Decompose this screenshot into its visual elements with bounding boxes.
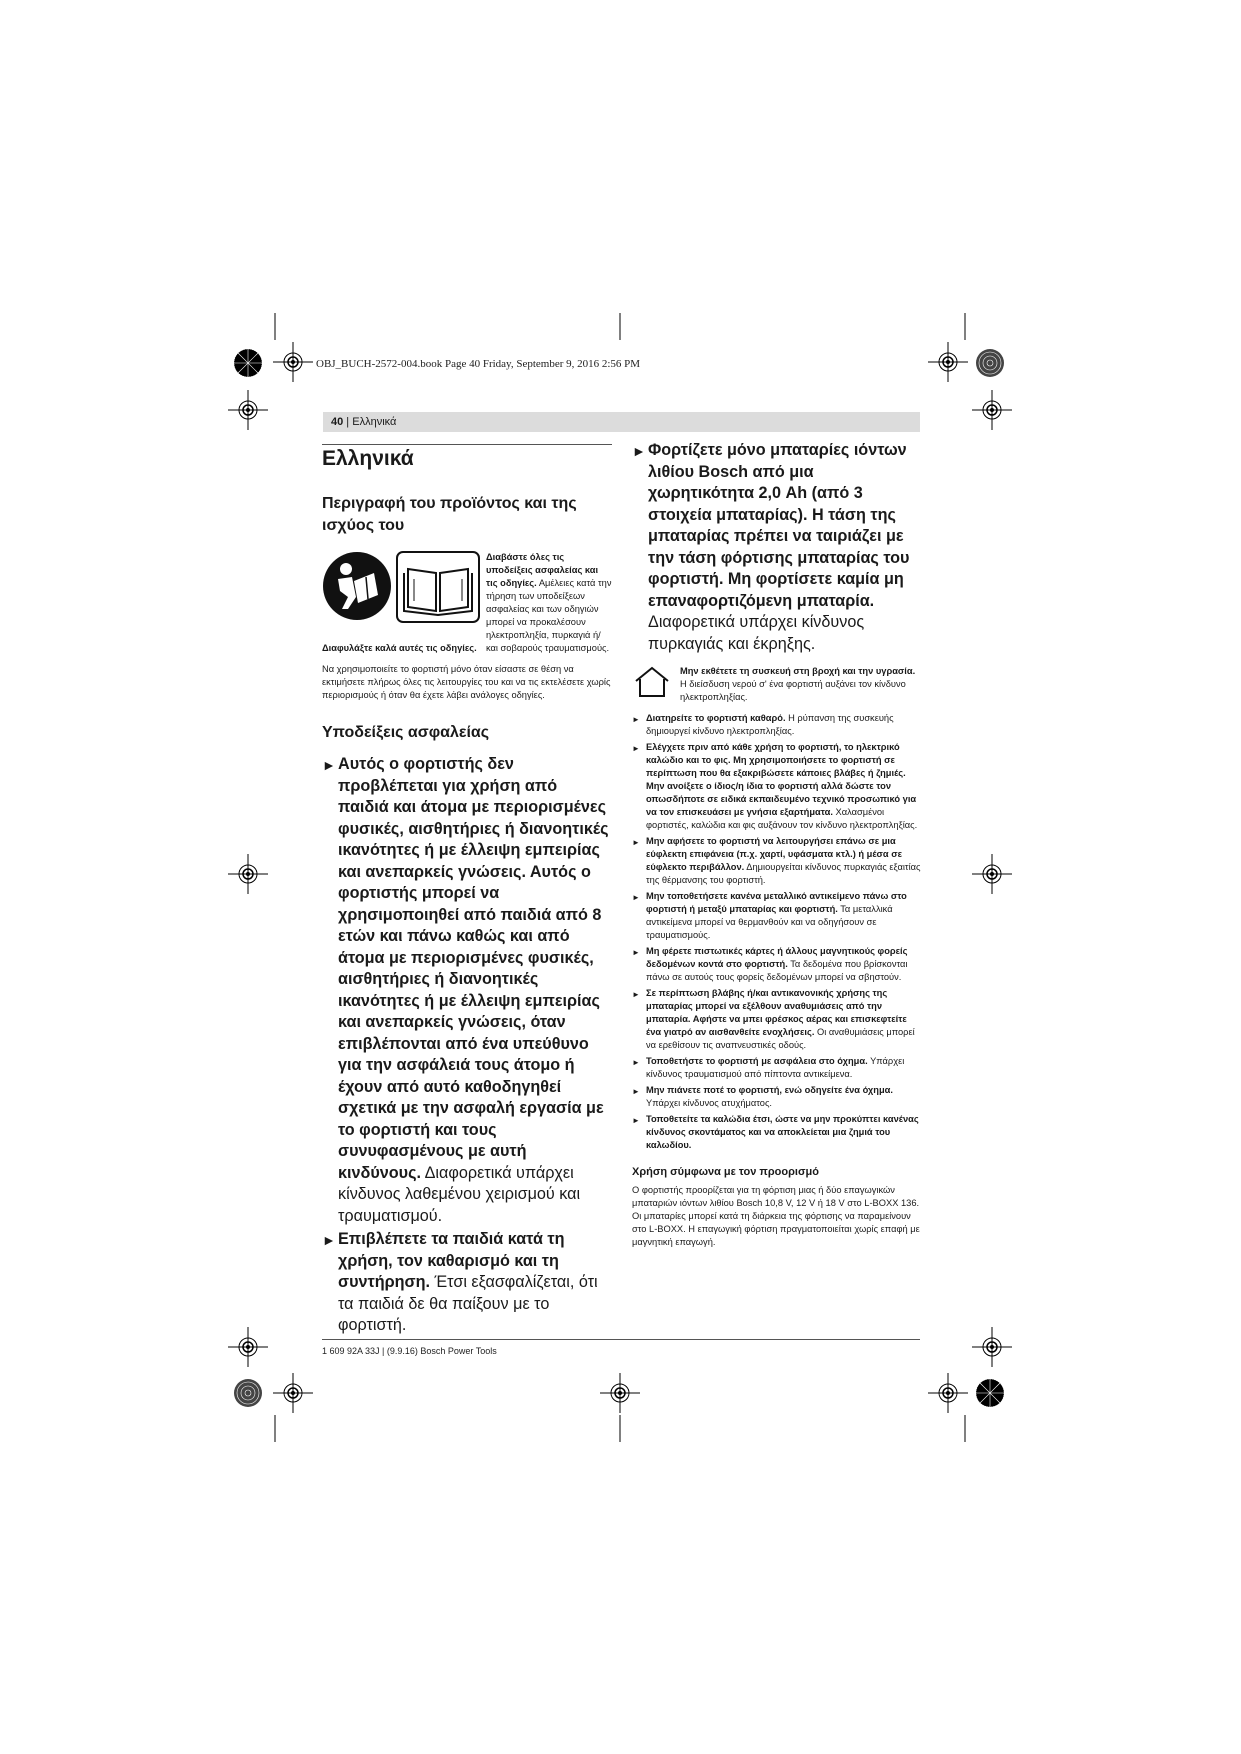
- list-item: ► Τοποθετήστε το φορτιστή με ασφάλεια στο όχημα. Υπάρχει κίνδυνος τραυματισμού από πίπτοντα αντικείμενα.: [632, 1056, 905, 1079]
- list-item: ► Μην πιάνετε ποτέ το φορτιστή, ενώ οδηγείτε ένα όχημα. Υπάρχει κίνδυνος ατυχήματος.: [632, 1085, 893, 1108]
- right-column: [632, 440, 922, 1249]
- left-column-rule: [322, 444, 612, 445]
- page-number: 40: [331, 416, 344, 428]
- read-manual-person-icon: [322, 551, 392, 621]
- list-item: ► Σε περίπτωση βλάβης ή/και αντικανονικής χρήσης της μπαταρίας μπορεί να εξέλθουν αναθυμιάσεις από την μπαταρία. Αφήστε να μπει φρέσκος αέρας και επισκεφτείτε ένα γιατρό αν αισθανθείτε ενοχλήσεις. Οι αναθυμιάσεις μπορεί να ερεθίσουν τις αναπνευστικές οδούς.: [632, 988, 915, 1050]
- header-language: Ελληνικά: [352, 416, 397, 428]
- bullet-triangle-icon: ►: [322, 757, 336, 773]
- safety-bullet-children: [322, 754, 612, 1227]
- section-heading-safety: Υποδείξεις ασφαλείας: [322, 724, 490, 741]
- bullet-bold: Αυτός ο φορτιστής δεν προβλέπεται για χρήση από παιδιά και άτομα με περιορισμένες φυσικές, αισθητήριες ή διανοητικές ικανότητες ή με έλλειψη εμπειρίας και ανεπαρκείς γνώσεις. Αυτός ο φορτιστής μπορεί να χρησιμοποιηθεί από παιδιά από 8 ετών και πάνω καθώς και από άτομα με περιορισμένες φυσικές, αισθητήριες ή διανοητικές ικανότητες ή με έλλειψη εμπειρίας και ανεπαρκείς γνώσεις, όταν επιβλέπονται από ένα υπεύθυνο για την ασφάλειά τους άτομο ή έχουν από αυτό καθοδηγηθεί σχετικά με την ασφαλή εργασία με το φορτιστή και τους συνυφασμένους με αυτή κινδύνους.: [338, 755, 609, 1182]
- moisture-bold: Μην εκθέτετε τη συσκευή στη βροχή και την υγρασία.: [680, 666, 916, 676]
- list-item: ► Διατηρείτε το φορτιστή καθαρό. Η ρύπανση της συσκευής δημιουργεί κίνδυνο ηλεκτροπληξίας.: [632, 713, 894, 736]
- bullet-triangle-icon: ►: [322, 1232, 336, 1248]
- indoor-use-house-icon: [632, 665, 672, 699]
- section-heading-intended-use: Χρήση σύμφωνα με τον προορισμό: [632, 1166, 819, 1178]
- safety-bullet-batteries: [632, 440, 922, 655]
- footer-rule: [322, 1339, 920, 1340]
- list-item: ► Μην τοποθετήσετε κανένα μεταλλικό αντικείμενο πάνω στο φορτιστή ή μεταξύ μπαταρίας και φορτιστή. Τα μεταλλικά αντικείμενα μπορεί να θερμανθούν και να οδηγήσουν σε τραυματισμούς.: [632, 891, 907, 940]
- bullet-triangle-icon: ►: [632, 443, 646, 459]
- read-instructions-bold: Διαβάστε όλες τις υποδείξεις ασφαλείας και τις οδηγίες.: [486, 552, 599, 588]
- moisture-text: Η διείσδυση νερού σ' ένα φορτιστή αυξάνει τον κίνδυνο ηλεκτροπληξίας.: [680, 679, 906, 702]
- safety-bullet-supervise: [322, 1229, 612, 1337]
- bullet-text: Έτσι εξασφαλίζεται, ότι τα παιδιά δε θα παίξουν με το φορτιστή.: [338, 1273, 598, 1334]
- list-item: ► Ελέγχετε πριν από κάθε χρήση το φορτιστή, το ηλεκτρικό καλώδιο και το φις. Μη χρησιμοποιήσετε το φορτιστή σε περίπτωση που θα εξακριβώσετε κάποιες βλάβες ή ζημιές. Μην ανοίξετε ο ίδιος/η ίδια το φορτιστή αλλά δώστε τον οπωσδήποτε σε ειδικά εκπαιδευμένο τεχνικό προσωπικό για να τον επισκευάσει με γνήσια εξαρτήματα. Χαλασμένοι φορτιστές, καλώδια και φις αυξάνουν τον κίνδυνο ηλεκτροπληξίας.: [632, 742, 918, 830]
- intended-use-paragraph: Ο φορτιστής προορίζεται για τη φόρτιση μιας ή δύο επαγωγικών μπαταριών ιόντων λιθίου Bosch 10,8 V, 12 V ή 18 V στο L-BOXX 136. Οι μπαταρίες μπορεί κατά τη διάρκεια της φόρτισης να παραμείνουν στο L-BOXX. Η επαγωγική φόρτιση πραγματοποιείται χωρίς επαφή με μαγνητική επαγωγή.: [632, 1185, 920, 1247]
- bullet-text: Διαφορετικά υπάρχει κίνδυνος λαθεμένου χειρισμού και τραυματισμού.: [338, 1163, 581, 1225]
- section-heading-product: Περιγραφή του προϊόντος και της ισχύος του: [322, 495, 577, 534]
- right-bullet-list: [632, 712, 922, 1152]
- print-slug: OBJ_BUCH-2572-004.book Page 40 Friday, September 9, 2016 2:56 PM: [316, 358, 641, 370]
- running-header: 40 | Ελληνικά: [323, 412, 920, 432]
- list-item: ► Τοποθετείτε τα καλώδια έτσι, ώστε να μην προκύπτει κανένας κίνδυνος σκοντάματος και να αποκλείεται μια ζημιά του καλωδίου.: [632, 1114, 919, 1150]
- list-item: ► Μη φέρετε πιστωτικές κάρτες ή άλλους μαγνητικούς φορείς δεδομένων κοντά στο φορτιστή. Τα δεδομένα που βρίσκονται πάνω σε αυτούς τους φορείς δεδομένων μπορεί να σβηστούν.: [632, 946, 908, 982]
- list-item: ► Μην αφήσετε το φορτιστή να λειτουργήσει επάνω σε μια εύφλεκτη επιφάνεια (π.χ. χαρτί, υφάσματα κτλ.) ή μέσα σε εύφλεκτο περιβάλλον. Δημιουργείται κίνδυνος πυρκαγιάς εξαιτίας της θέρμανσης του φορτιστή.: [632, 836, 921, 885]
- bullet-text: Διαφορετικά υπάρχει κίνδυνος πυρκαγιάς και έκρηξης.: [648, 613, 865, 653]
- bullet-bold: Επιβλέπετε τα παιδιά κατά τη χρήση, τον καθαρισμό και τη συντήρηση.: [338, 1230, 565, 1291]
- moisture-warning: [632, 665, 922, 704]
- keep-instructions-bold: Διαφυλάξτε καλά αυτές τις οδηγίες.: [322, 643, 477, 653]
- left-column: [322, 447, 612, 1337]
- bullet-bold: Φορτίζετε μόνο μπαταρίες ιόντων λιθίου Bosch από μια χωρητικότητα 2,0 Ah (από 3 στοιχεία μπαταρίας). Η τάση της μπαταρίας πρέπει να ταιριάζει με την τάση φόρτισης μπαταρίας του φορτιστή. Μη φορτίσετε καμία μη επαναφορτιζόμενη μπαταρία.: [648, 441, 910, 610]
- page-title: Ελληνικά: [322, 447, 414, 470]
- usage-paragraph: Να χρησιμοποιείτε το φορτιστή μόνο όταν είσαστε σε θέση να εκτιμήσετε πλήρως όλες τις λειτουργίες του και να τις εκτελέσετε χωρίς περιορισμούς ή όταν θα έχετε λάβει ανάλογες οδηγίες.: [322, 664, 611, 700]
- manual-book-icon: [396, 551, 480, 623]
- read-instructions-block: [486, 551, 612, 655]
- page-footer: 1 609 92A 33J | (9.9.16) Bosch Power Tools: [322, 1346, 497, 1356]
- read-instructions-text: Αμέλειες κατά την τήρηση των υποδείξεων ασφαλείας και των οδηγιών μπορεί να προκαλέσουν ηλεκτροπληξία, πυρκαγιά ή/και σοβαρούς τραυματισμούς.: [486, 578, 612, 653]
